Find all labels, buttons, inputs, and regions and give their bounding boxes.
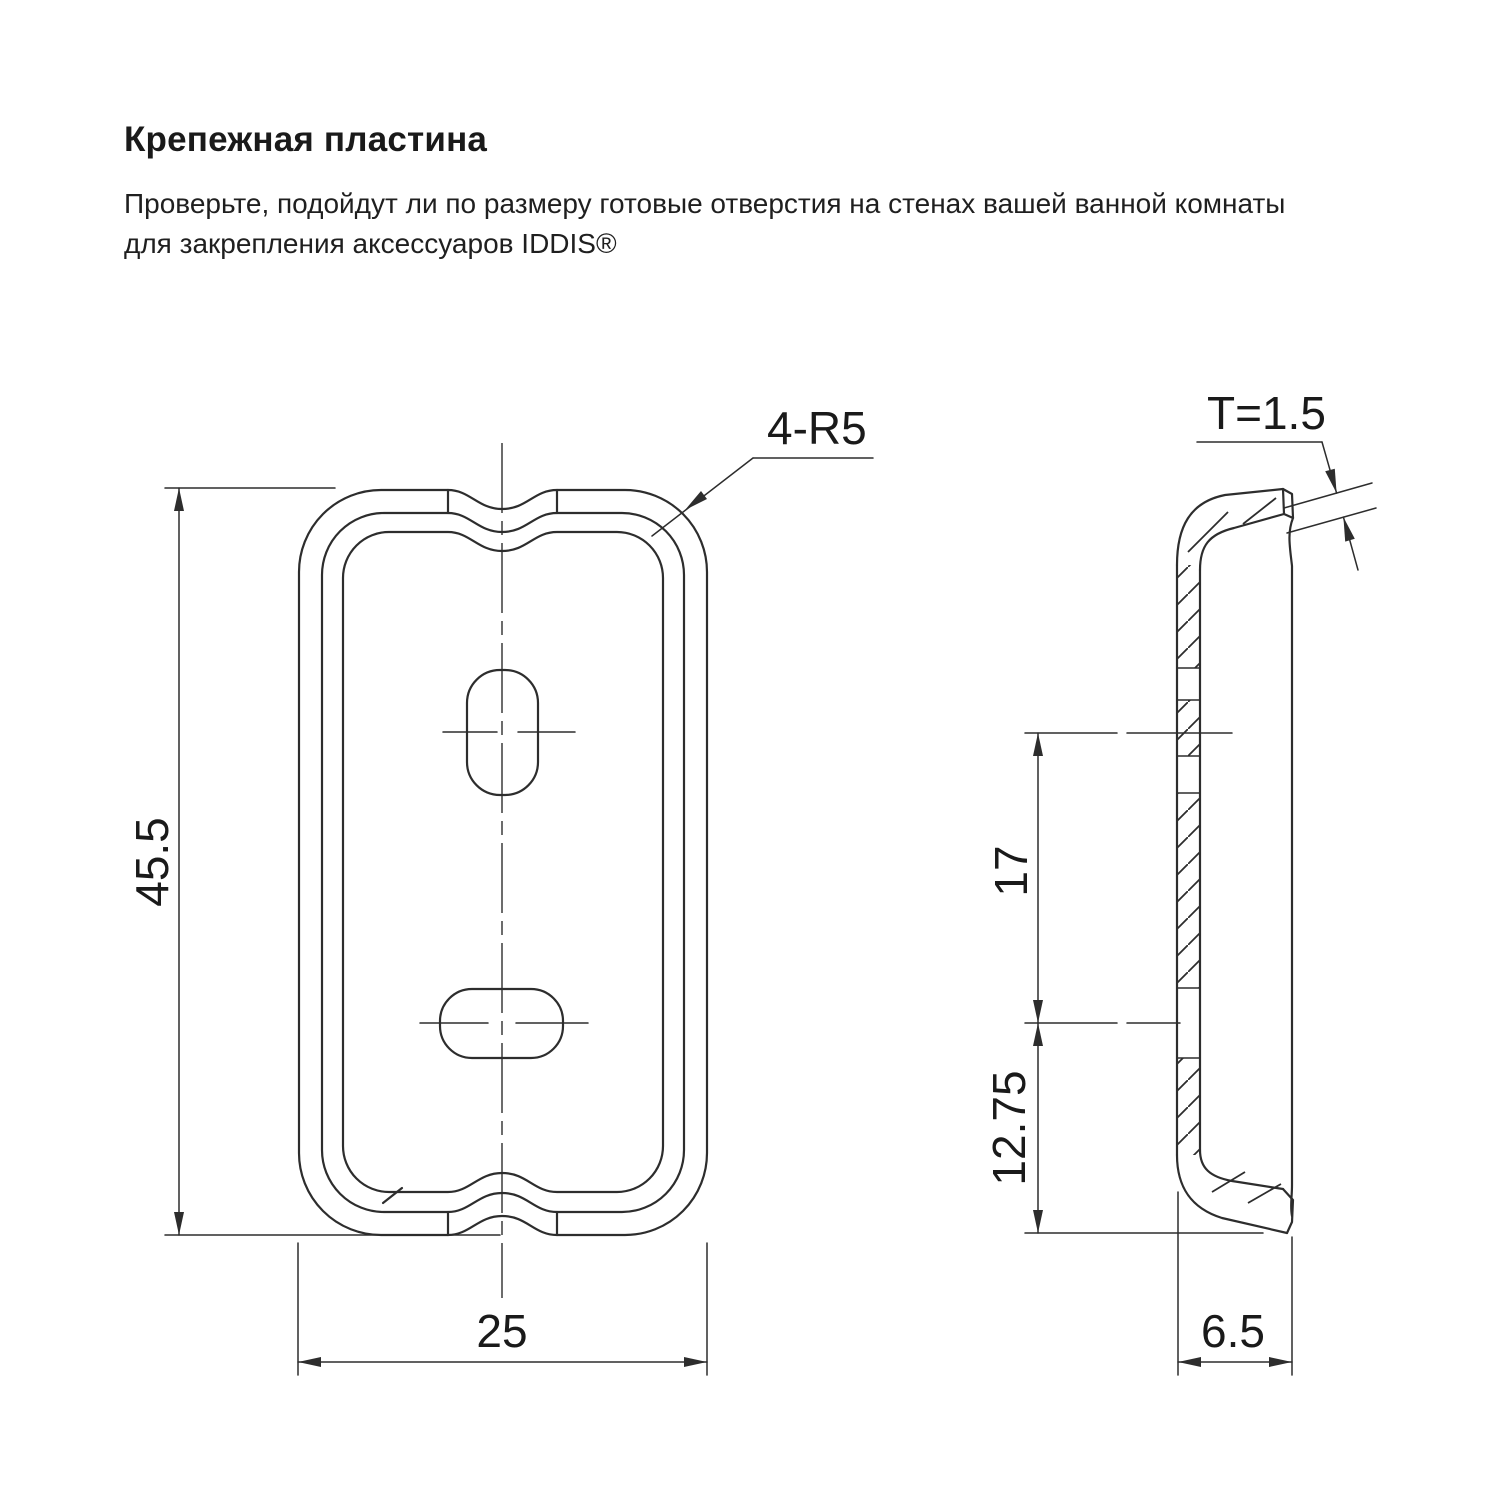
subtitle-line-2: для закрепления аксессуаров IDDIS®: [124, 228, 617, 259]
outer-face-edge: [1289, 518, 1293, 1216]
dimension-lower-offset: [983, 1023, 1263, 1233]
dimension-depth: [1178, 1192, 1292, 1375]
dim-height-label: 45.5: [126, 817, 178, 907]
subtitle-line-1: Проверьте, подойдут ли по размеру готовые отверстия на стенах вашей ванной комнаты: [124, 188, 1286, 219]
thickness-label: T=1.5: [1207, 387, 1326, 439]
plate-inner-outline: [343, 532, 663, 1192]
side-view: [983, 387, 1376, 1375]
corner-radius-label: 4-R5: [767, 402, 867, 454]
dim-width-label: 25: [476, 1305, 528, 1357]
notch-transition-ticks: [383, 490, 557, 1235]
thickness-callout: [1197, 387, 1376, 570]
front-view: [126, 402, 873, 1375]
dim-depth-label: 6.5: [1201, 1305, 1265, 1357]
center-lines: [420, 443, 588, 1298]
section-hatching: [1177, 565, 1200, 1155]
dimension-height: [126, 488, 500, 1235]
plate-outer-outline: [299, 490, 707, 1235]
dim-lower-offset-label: 12.75: [983, 1070, 1035, 1186]
dim-hole-spacing-label: 17: [985, 845, 1037, 897]
page-title: Крепежная пластина: [124, 120, 488, 159]
plate-middle-outline: [322, 513, 684, 1212]
